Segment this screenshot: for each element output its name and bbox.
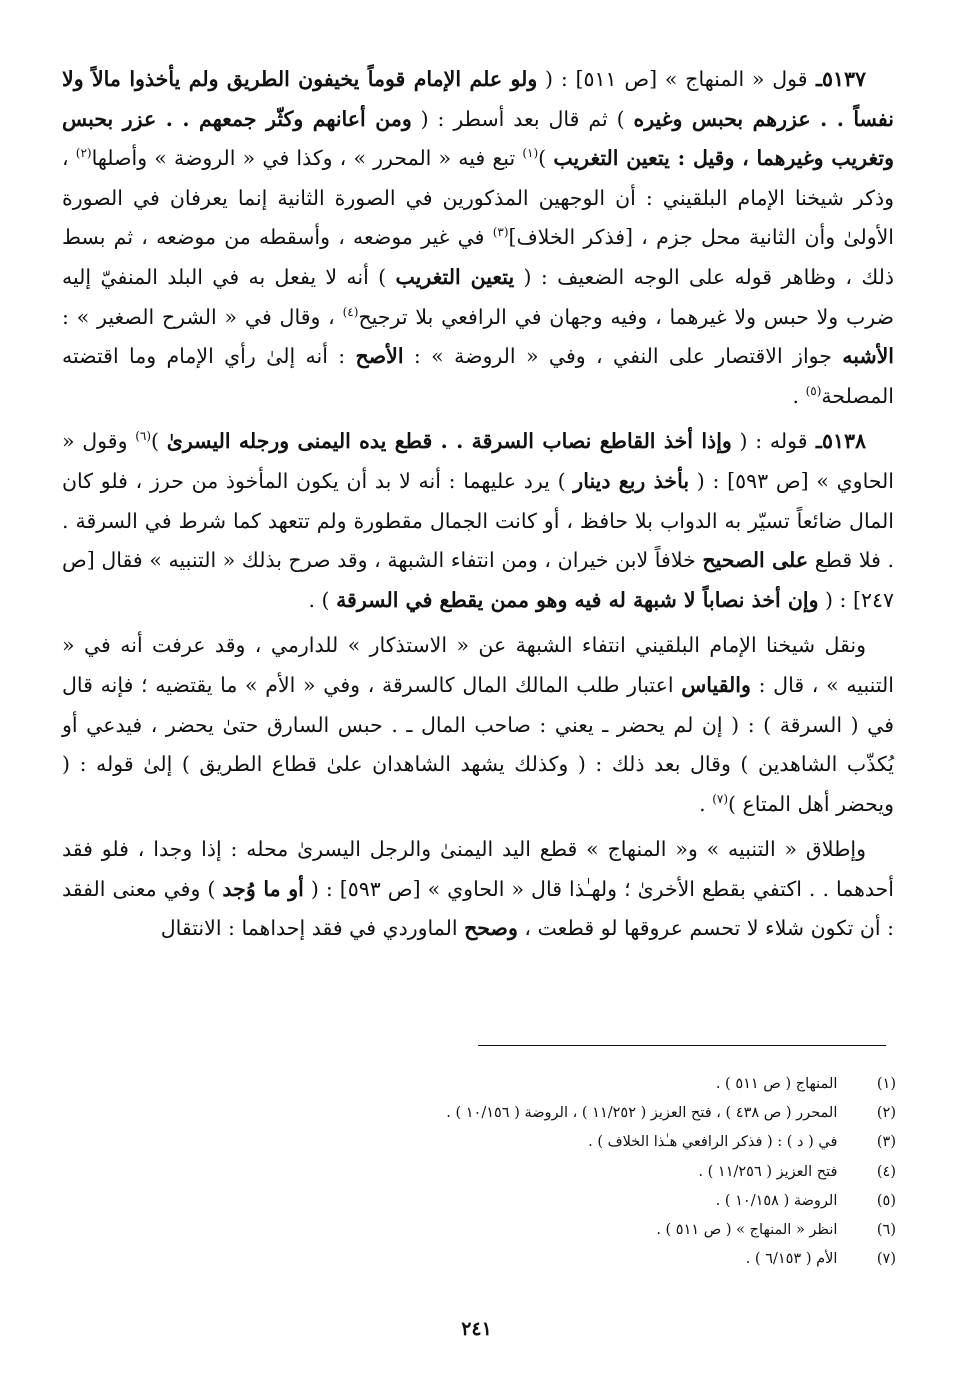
footnote-text: انظر « المنهاج » ( ص ٥١١ ) . xyxy=(656,1222,838,1239)
paragraph-balqini xyxy=(62,626,894,824)
bold-text: ومن أعانهم وكثّر جمعهم . . عزر بحبس وتغريب وغيرهما ، وقيل : يتعين التغريب xyxy=(62,106,894,171)
body-text: خلافاً لابن خيران ، ومن انتفاء الشبهة ، وقد صرح بذلك « التنبيه » فقال [ص ٢٤٧] : ( xyxy=(62,548,894,612)
footnote-divider xyxy=(478,1045,886,1046)
body-text: ونقل شيخنا الإمام البلقيني انتفاء الشبهة عن « الاستذكار » للدارمي ، وقد عرفت أنه في « التنبيه » ، قال : xyxy=(62,633,894,697)
paragraph-itlaq xyxy=(62,830,894,949)
bold-text: على الصحيح xyxy=(702,548,809,573)
body-text: . xyxy=(699,791,713,816)
footnote-2 xyxy=(62,1099,896,1128)
body-text: ، وذكر شيخنا الإمام البلقيني : أن الوجهين المذكورين في الصورة الثانية إنما يعرفان في الصورة الأولىٰ وأن الثانية محل جزم ، [فذكر الخلاف] xyxy=(62,146,894,250)
footnote-number: (٣) xyxy=(876,1134,896,1151)
footnote-text: في ( د ) : ( فذكر الرافعي هـٰذا الخلاف ) . xyxy=(588,1134,838,1151)
bold-text: ٥١٣٧ـ xyxy=(807,67,867,91)
body-text: : أنه إلىٰ رأي الإمام وما اقتضته المصلحة xyxy=(62,344,894,408)
footnote-7 xyxy=(62,1245,896,1274)
body-text: قول « المنهاج » [ص ٥١١] : ( xyxy=(537,67,808,91)
footnote-number: (٢) xyxy=(876,1105,896,1122)
bold-text: أو ما وُجد xyxy=(222,876,304,901)
page-number: ٢٤١ xyxy=(461,1318,492,1340)
body-text: ) يرد عليهما : أنه لا بد أن يكون المأخوذ من حرز ، فلو كان المال ضائعاً تسيّر به الدواب بلا حافظ ، أو كانت الجمال مقطورة ولم تتعهد كما شرط في السرقة . . فلا قطع xyxy=(62,468,894,573)
main-text xyxy=(62,60,894,955)
footnote-text: فتح العزيز ( ١١/٢٥٦ ) . xyxy=(698,1163,838,1180)
body-text: قوله : ( xyxy=(731,429,808,454)
body-text: . xyxy=(792,383,806,408)
body-text: ، وقال في « الشرح الصغير » : xyxy=(62,304,343,329)
body-text: ) xyxy=(538,146,554,171)
footnote-text: المحرر ( ص ٤٣٨ ) ، فتح العزيز ( ١١/٢٥٢ ) ، الروضة ( ١٠/١٥٦ ) . xyxy=(446,1105,838,1122)
body-text: ) أنه لا يفعل به في البلد المنفيّ إليه ضرب ولا حبس ولا غيرهما ، وفيه وجهان في الرافعي بلا ترجيح xyxy=(62,264,895,329)
footnote-3 xyxy=(62,1128,896,1157)
footnote-text: المنهاج ( ص ٥١١ ) . xyxy=(715,1076,838,1092)
paragraph-5137 xyxy=(62,60,894,416)
bold-text: والقياس xyxy=(681,672,751,697)
footnote-ref: (٦) xyxy=(135,429,152,444)
footnote-ref: (١) xyxy=(522,146,539,161)
bold-text: وصحح xyxy=(464,916,518,941)
body-text: الماوردي في فقد إحداهما : الانتقال xyxy=(160,916,465,941)
footnote-number: (١) xyxy=(876,1076,896,1092)
footnote-ref: (٢) xyxy=(75,146,92,161)
footnote-5 xyxy=(62,1187,896,1216)
body-text: اعتبار طلب المالك المال كالسرقة ، وفي « الأم » ما يقتضيه ؛ فإنه قال في ( السرقة ) : ( إن لم يحضر ـ يعني : صاحب المال ـ . حبس السارق حتىٰ يحضر ، فيدعي أو يُكذّب الشاهدين ) وقال بعد ذلك : ( وكذلك يشهد الشاهدان علىٰ قطاع الطريق ) إلىٰ قوله : ( ويحضر أهل المتاع ) xyxy=(62,672,894,816)
paragraph-5138 xyxy=(62,422,894,620)
body-text: ) ثم قال بعد أسطر : ( xyxy=(411,106,634,131)
footnote-ref: (٧) xyxy=(712,791,729,806)
footnote-text: الأم ( ٦/١٥٣ ) . xyxy=(745,1251,838,1268)
body-text: ) . xyxy=(308,587,337,612)
body-text: ) وفي معنى الفقد : أن تكون شلاء لا تحسم عروقها لو قطعت ، xyxy=(62,876,894,941)
footnote-number: (٥) xyxy=(876,1192,896,1209)
bold-text: يتعين التغريب xyxy=(395,264,515,289)
footnote-1 xyxy=(62,1070,896,1099)
body-text: وإطلاق « التنبيه » و« المنهاج » قطع اليد اليمنىٰ والرجل اليسرىٰ محله : إذا وجدا ، فلو فقد أحدهما . . اكتفي بقطع الأخرىٰ ؛ ولهـٰذا قال « الحاوي » [ص ٥٩٣] : ( xyxy=(62,837,895,901)
body-text: تبع فيه « المحرر » ، وكذا في « الروضة » وأصلها xyxy=(91,146,523,171)
bold-text: وإذا أخذ القاطع نصاب السرقة . . قطع يده اليمنى ورجله اليسرىٰ xyxy=(166,429,732,454)
body-text: وقول « الحاوي » [ص ٥٩٣] : ( xyxy=(62,429,894,493)
footnote-number: (٧) xyxy=(876,1251,896,1268)
body-text: ) xyxy=(151,429,167,454)
body-text: جواز الاقتصار على النفي ، وفي « الروضة » : xyxy=(403,344,843,369)
bold-text: الأصح xyxy=(355,344,404,369)
bold-text: ٥١٣٨ـ xyxy=(807,429,866,454)
body-text: في غير موضعه ، وأسقطه من موضعه ، ثم بسط ذلك ، وظاهر قوله على الوجه الضعيف : ( xyxy=(62,225,894,289)
bold-text: ولو علم الإمام قوماً يخيفون الطريق ولم يأخذوا مالاً ولا نفساً . . عزرهم بحبس وغيره xyxy=(62,67,894,131)
footnote-ref: (٥) xyxy=(805,383,822,398)
bold-text: الأشبه xyxy=(842,344,895,369)
bold-text: وإن أخذ نصاباً لا شبهة له فيه وهو ممن يقطع في السرقة xyxy=(336,587,819,612)
footnotes xyxy=(62,1070,896,1274)
bold-text: بأخذ ربع دينار xyxy=(573,468,690,493)
footnote-number: (٤) xyxy=(876,1163,896,1180)
footnote-ref: (٣) xyxy=(492,225,509,240)
footnote-6 xyxy=(62,1216,896,1245)
footnote-number: (٦) xyxy=(876,1222,896,1239)
footnote-4 xyxy=(62,1158,896,1187)
footnote-ref: (٤) xyxy=(342,304,359,319)
footnote-text: الروضة ( ١٠/١٥٨ ) . xyxy=(715,1192,838,1209)
